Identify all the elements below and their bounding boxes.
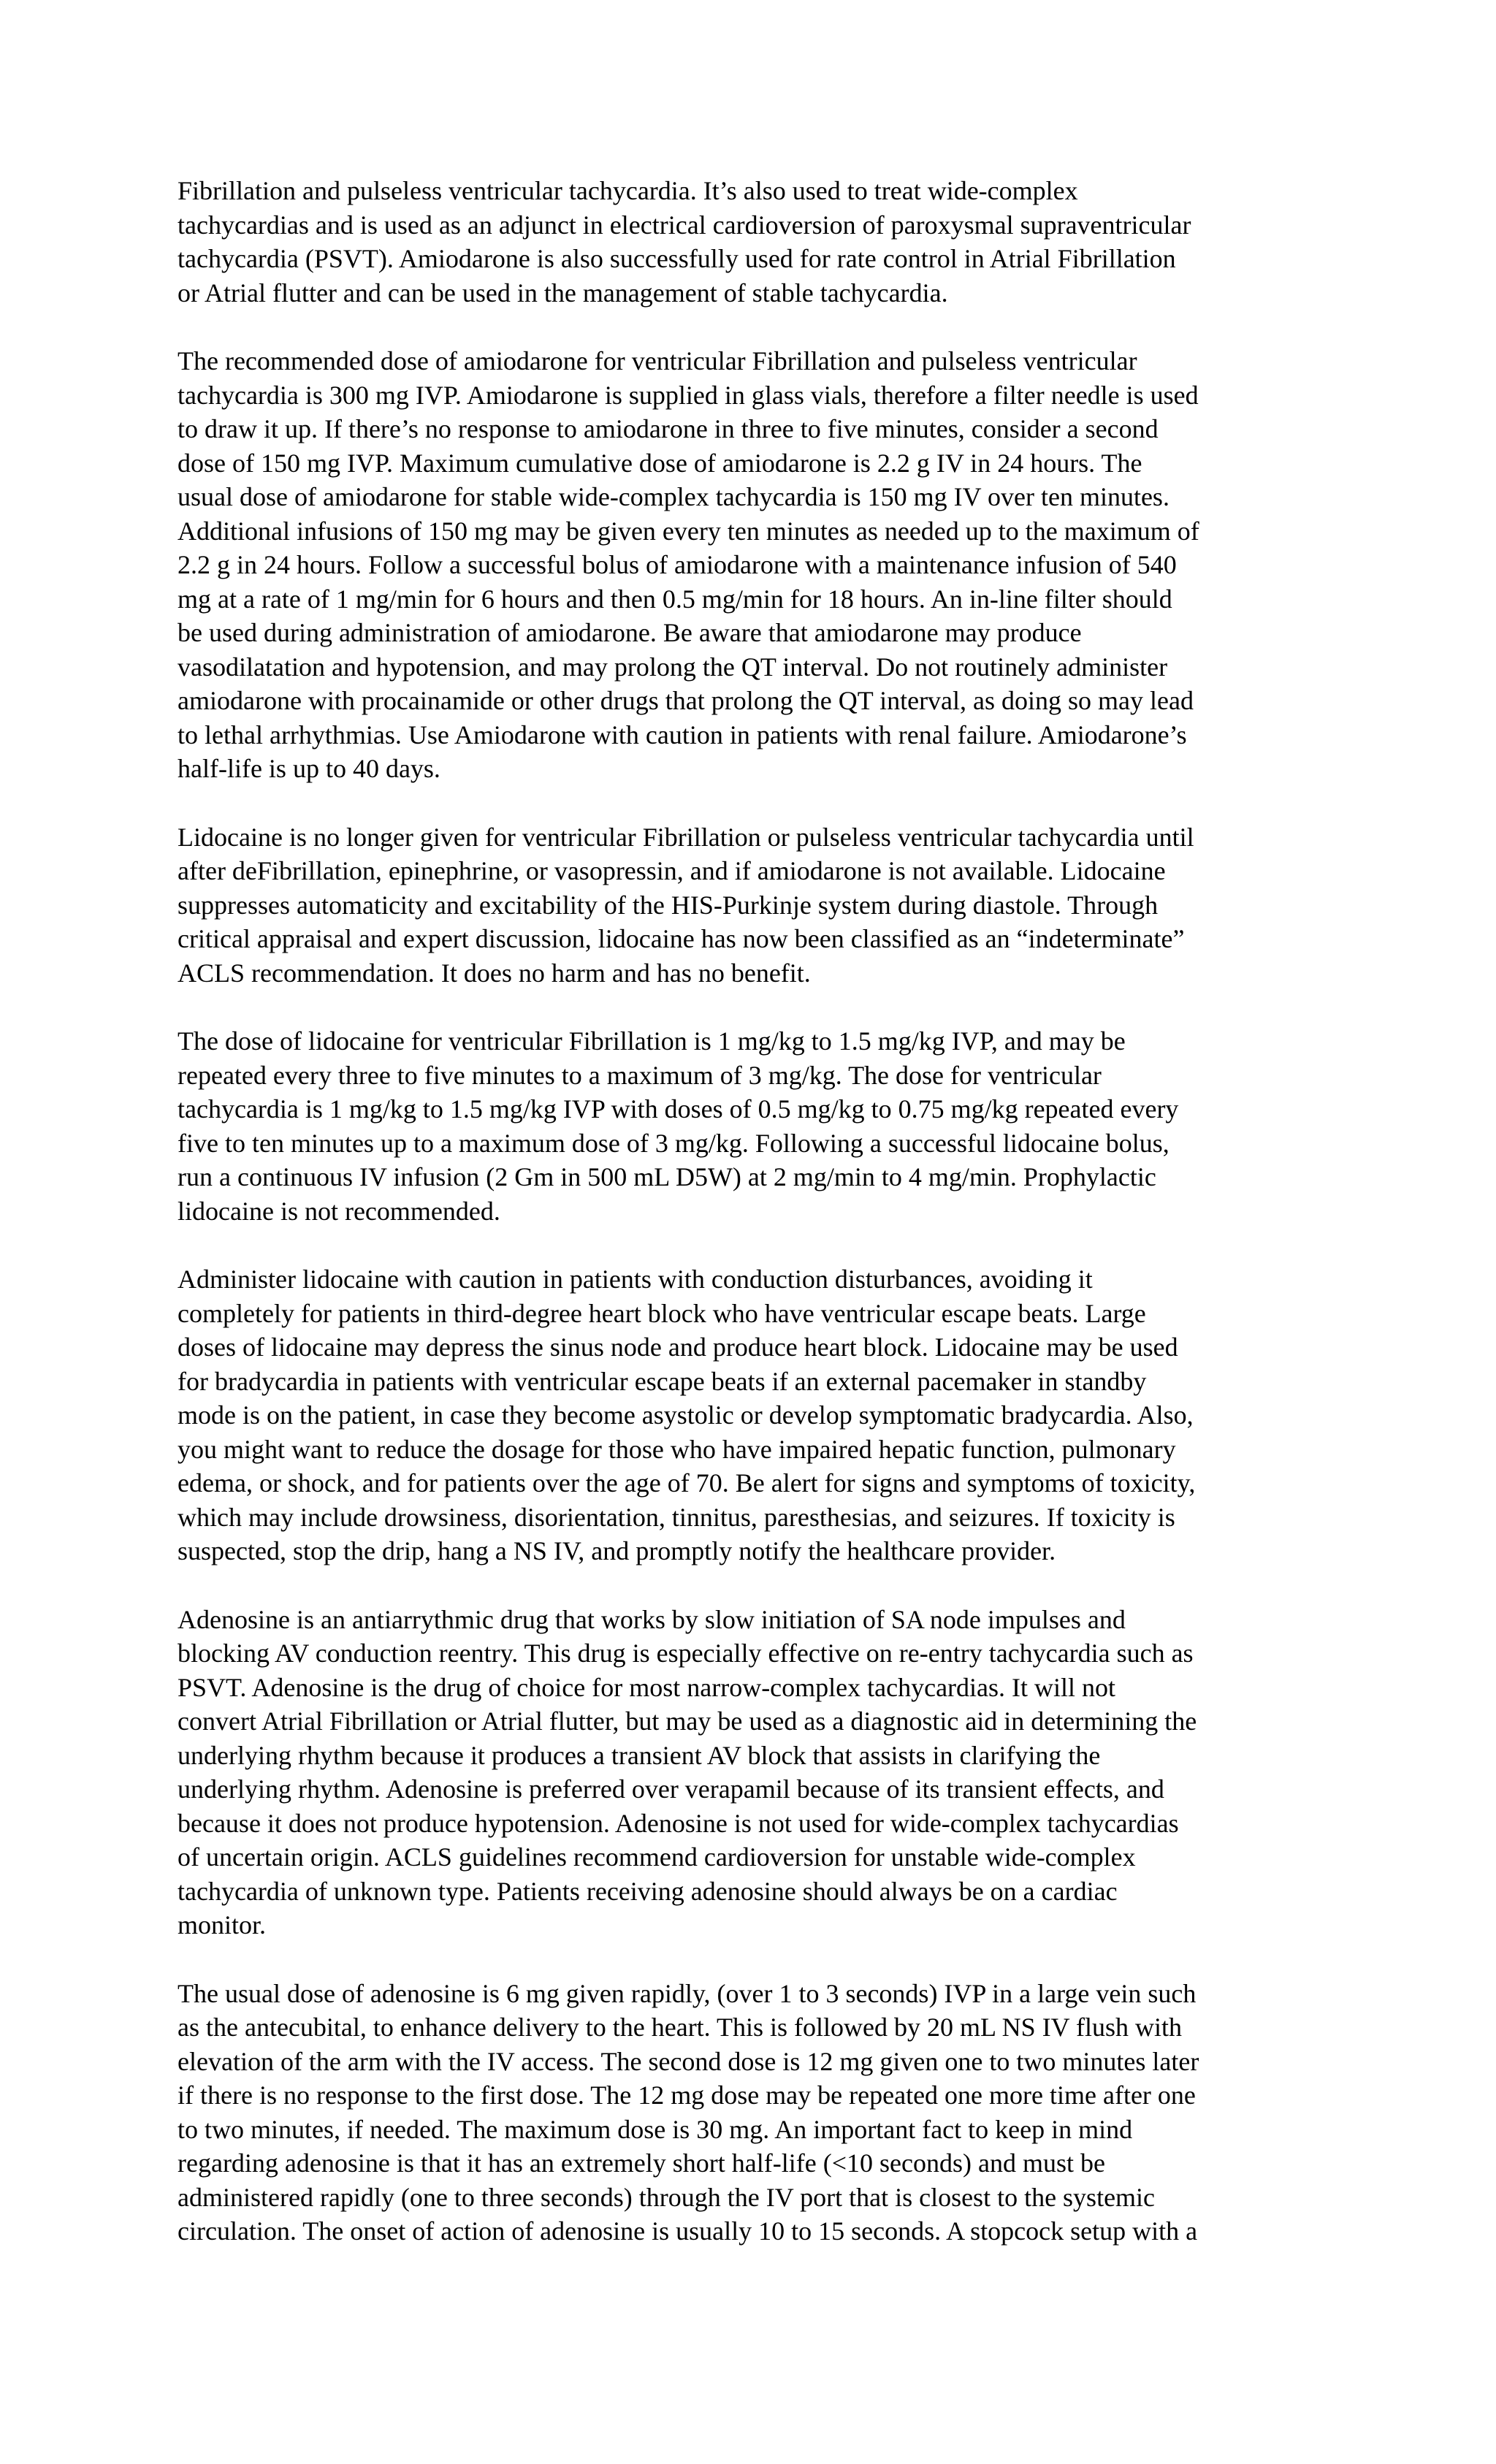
body-text xyxy=(178,174,1335,2249)
paragraph-amiodarone-indications: Fibrillation and pulseless ventricular tachycardia. It’s also used to treat wide-complex tachycardias and is used as an adjunct in electrical cardioversion of paroxysmal supraventricular tachycardia (PSVT). Amiodarone is also successfully used for rate control in Atrial Fibrillation or Atrial flutter and can be used in the management of stable tachycardia. xyxy=(178,176,1191,308)
paragraph-lidocaine-dosing: The dose of lidocaine for ventricular Fibrillation is 1 mg/kg to 1.5 mg/kg IVP, and may be repeated every three to five minutes to a maximum of 3 mg/kg. The dose for ventricular tachycardia is 1 mg/kg to 1.5 mg/kg IVP with doses of 0.5 mg/kg to 0.75 mg/kg repeated every five to ten minutes up to a maximum dose of 3 mg/kg. Following a successful lidocaine bolus, run a continuous IV infusion (2 Gm in 500 mL D5W) at 2 mg/min to 4 mg/min. Prophylactic lidocaine is not recommended. xyxy=(178,1026,1179,1226)
paragraph-lidocaine-indications: Lidocaine is no longer given for ventricular Fibrillation or pulseless ventricular tachycardia until after deFibrillation, epinephrine, or vasopressin, and if amiodarone is not available. Lidocaine suppresses automaticity and excitability of the HIS-Purkinje system during diastole. Through critical appraisal and expert discussion, lidocaine has now been classified as an “indeterminate” ACLS recommendation. It does no harm and has no benefit. xyxy=(178,822,1194,988)
paragraph-adenosine-indications: Adenosine is an antiarrythmic drug that works by slow initiation of SA node impulses and blocking AV conduction reentry. This drug is especially effective on re-entry tachycardia such as PSVT. Adenosine is the drug of choice for most narrow-complex tachycardias. It will not convert Atrial Fibrillation or Atrial flutter, but may be used as a diagnostic aid in determining the underlying rhythm because it produces a transient AV block that assists in clarifying the underlying rhythm. Adenosine is preferred over verapamil because of its transient effects, and because it does not produce hypotension. Adenosine is not used for wide-complex tachycardias of uncertain origin. ACLS guidelines recommend cardioversion for unstable wide-complex tachycardia of unknown type. Patients receiving adenosine should always be on a cardiac monitor. xyxy=(178,1604,1197,1939)
paragraph-adenosine-dosing: The usual dose of adenosine is 6 mg given rapidly, (over 1 to 3 seconds) IVP in a large vein such as the antecubital, to enhance delivery to the heart. This is followed by 20 mL NS IV flush with elevation of the arm with the IV access. The second dose is 12 mg given one to two minutes later if there is no response to the first dose. The 12 mg dose may be repeated one more time after one to two minutes, if needed. The maximum dose is 30 mg. An important fact to keep in mind regarding adenosine is that it has an extremely short half-life (<10 seconds) and must be administered rapidly (one to three seconds) through the IV port that is closest to the systemic circulation. The onset of action of adenosine is usually 10 to 15 seconds. A stopcock setup with a xyxy=(178,1978,1199,2246)
paragraph-lidocaine-cautions: Administer lidocaine with caution in patients with conduction disturbances, avoiding it completely for patients in third-degree heart block who have ventricular escape beats. Large doses of lidocaine may depress the sinus node and produce heart block. Lidocaine may be used for bradycardia in patients with ventricular escape beats if an external pacemaker in standby mode is on the patient, in case they become asystolic or develop symptomatic bradycardia. Also, you might want to reduce the dosage for those who have impaired hepatic function, pulmonary edema, or shock, and for patients over the age of 70. Be alert for signs and symptoms of toxicity, which may include drowsiness, disorientation, tinnitus, paresthesias, and seizures. If toxicity is suspected, stop the drip, hang a NS IV, and promptly notify the healthcare provider. xyxy=(178,1265,1196,1565)
paragraph-amiodarone-dosing: The recommended dose of amiodarone for ventricular Fibrillation and pulseless ventricular tachycardia is 300 mg IVP. Amiodarone is supplied in glass vials, therefore a filter needle is used to draw it up. If there’s no response to amiodarone in three to five minutes, consider a second dose of 150 mg IVP. Maximum cumulative dose of amiodarone is 2.2 g IV in 24 hours. The usual dose of amiodarone for stable wide-complex tachycardia is 150 mg IV over ten minutes. Additional infusions of 150 mg may be given every ten minutes as needed up to the maximum of 2.2 g in 24 hours. Follow a successful bolus of amiodarone with a maintenance infusion of 540 mg at a rate of 1 mg/min for 6 hours and then 0.5 mg/min for 18 hours. An in-line filter should be used during administration of amiodarone. Be aware that amiodarone may produce vasodilatation and hypotension, and may prolong the QT interval. Do not routinely administer amiodarone with procainamide or other drugs that prolong the QT interval, as doing so may lead to lethal arrhythmias. Use Amiodarone with caution in patients with renal failure. Amiodarone’s half-life is up to 40 days. xyxy=(178,346,1199,783)
